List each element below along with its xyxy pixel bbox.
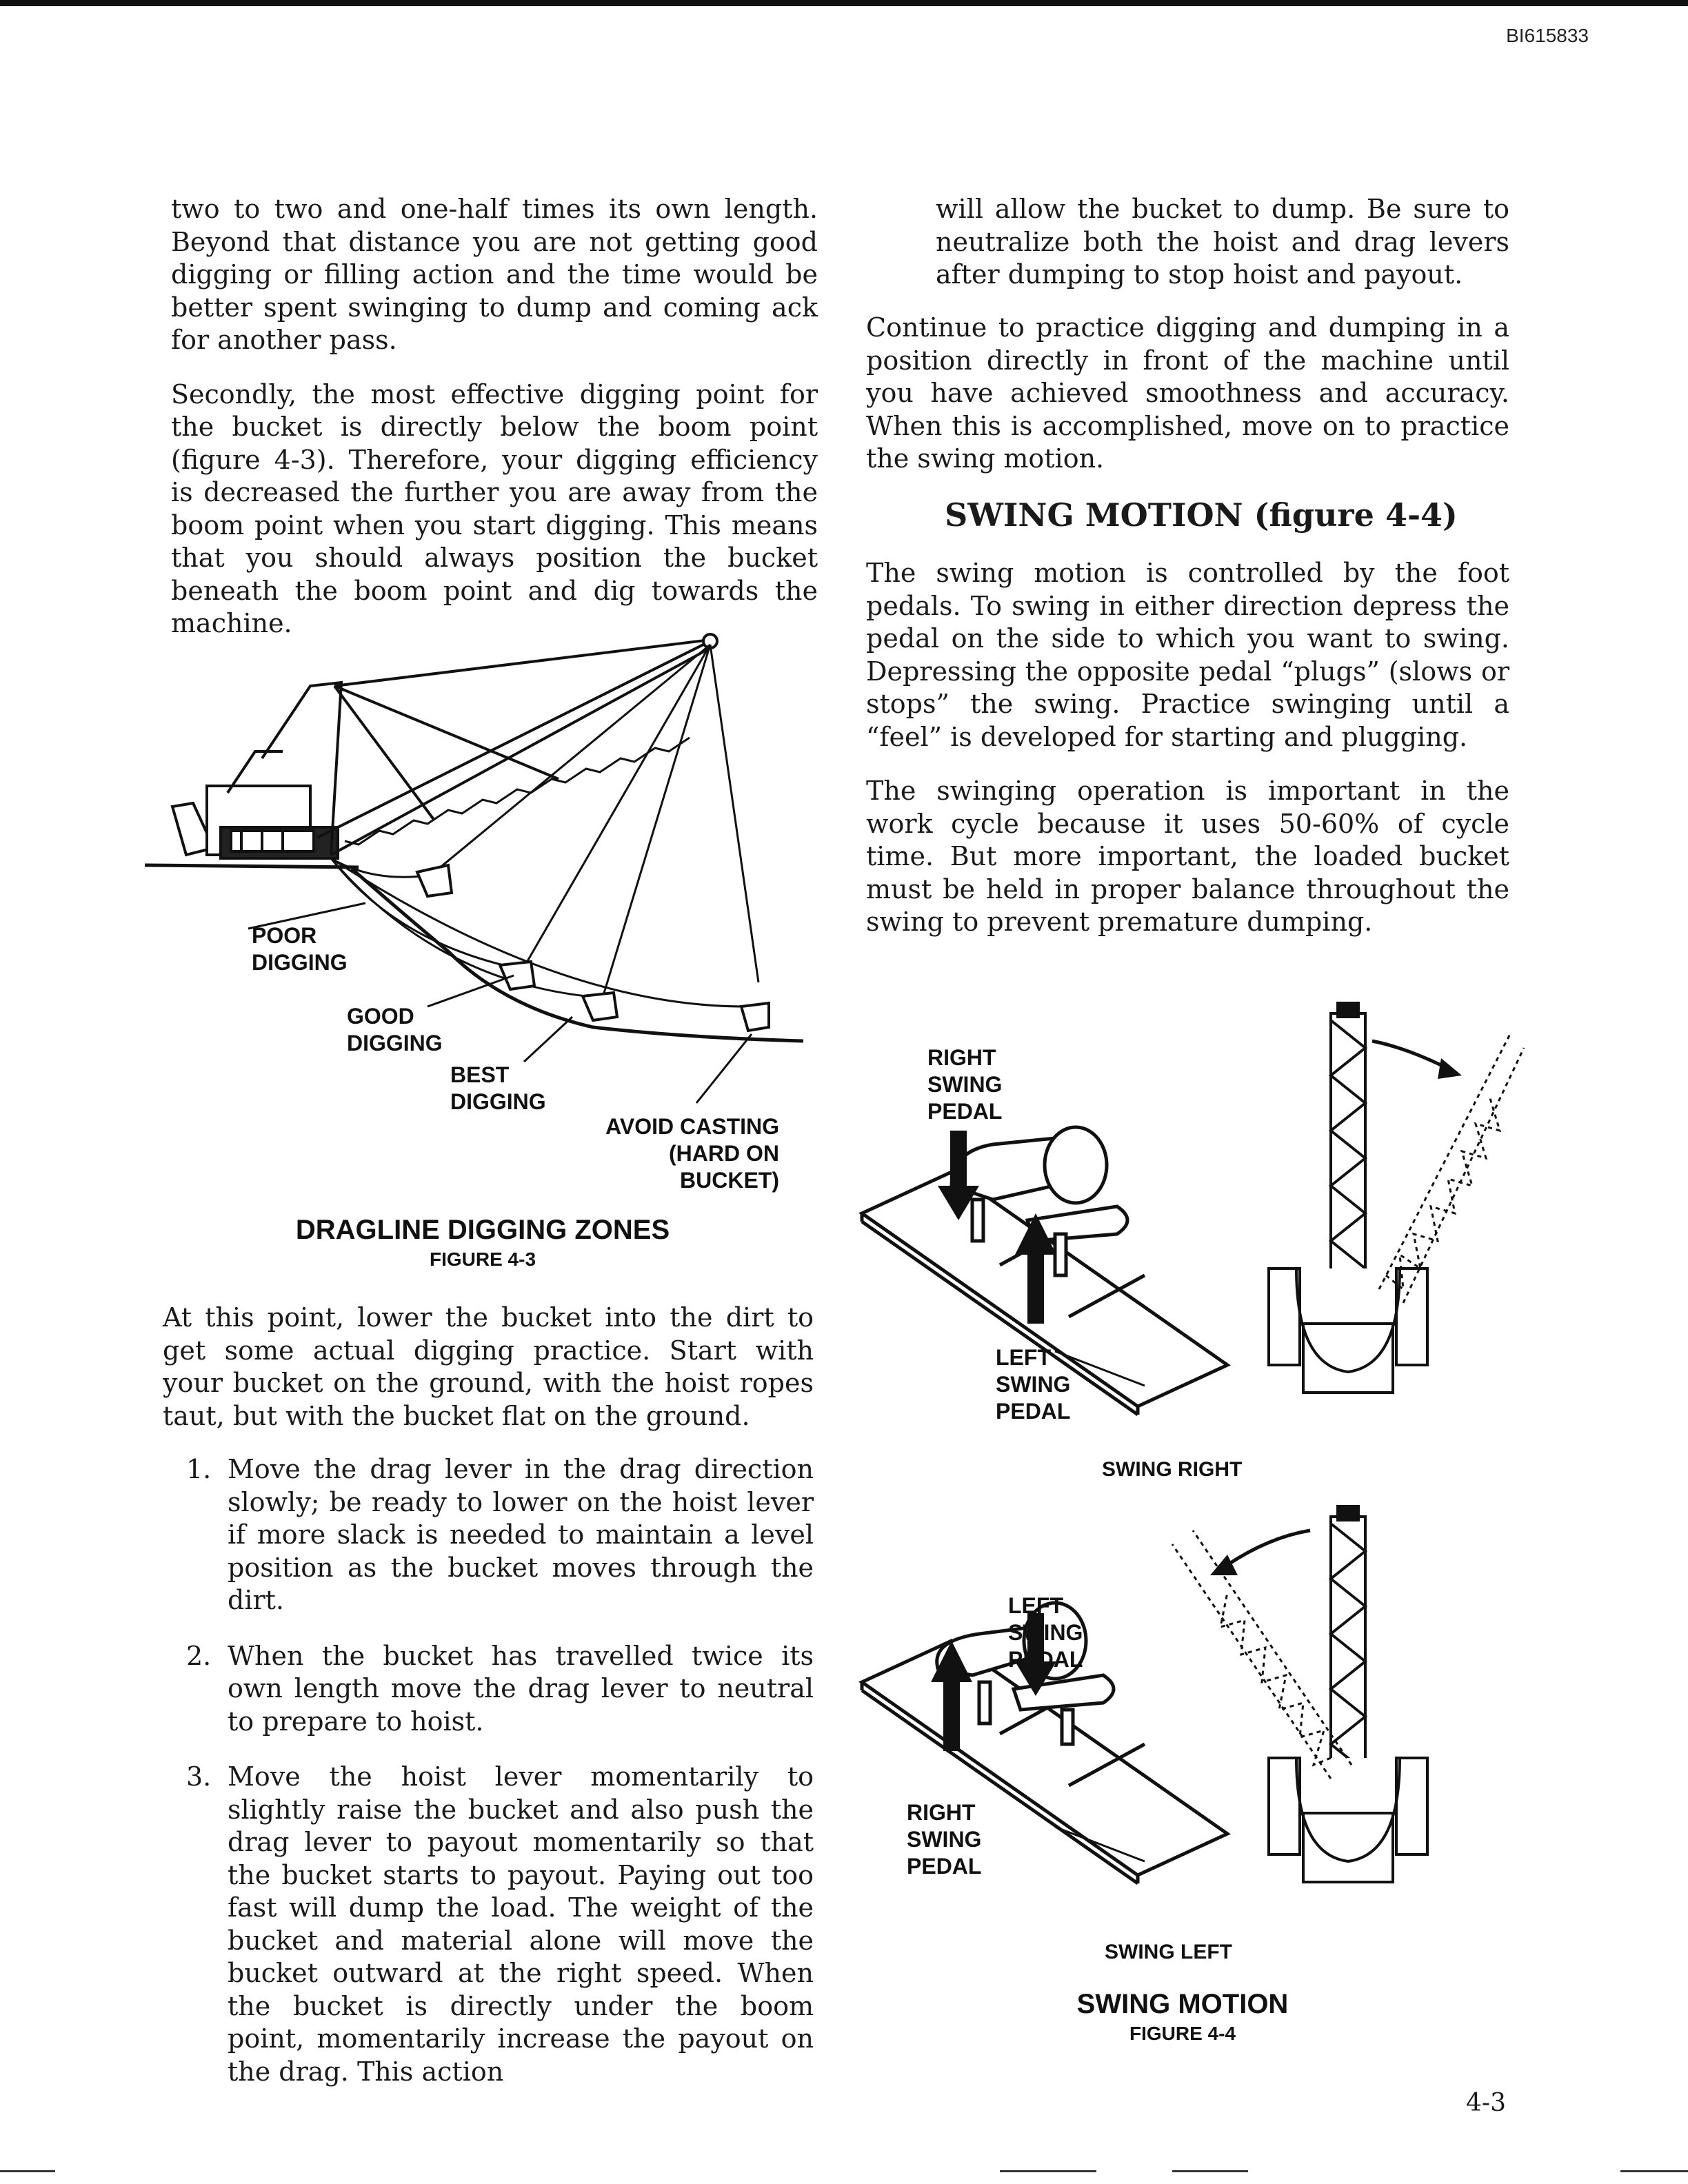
left-column-top [171, 193, 818, 640]
swing-left-caption: SWING LEFT [1105, 1941, 1232, 1963]
best-digging-label: BEST DIGGING [450, 1062, 546, 1114]
list-item: 2. When the bucket has travelled twice its own length move the drag lever to neutral to prepare to hoist. [186, 1640, 814, 1737]
poor-digging-label: POOR DIGGING [252, 923, 348, 975]
steps-list [159, 1453, 814, 2111]
crane-boom [1269, 1003, 1427, 1393]
swung-boom-ghost [1172, 1530, 1352, 1779]
swing-arrow-right [1372, 1041, 1462, 1079]
paragraph: The swing motion is controlled by the foot pedals. To swing in either direction depress the pedal on the side to which you want to swing. Depressing the opposite pedal “plugs” (slows or stops” the swing. Practice swinging until a “feel” is developed for starting and plugging. [866, 558, 1509, 752]
right-column-text [866, 312, 1509, 476]
list-item: 1. Move the drag lever in the drag direction slowly; be ready to lower on the hoist lever if more slack is needed to maintain a level position as the bucket moves through the dirt. [186, 1454, 814, 1615]
right-column-continuation [936, 193, 1509, 292]
left-column-bottom [163, 1302, 814, 1433]
ground-line [145, 865, 359, 867]
paragraph: At this point, lower the bucket into the dirt to get some actual digging practice. Start with your bucket on the ground, with the hoist ropes taut, but with the bucket flat on the ground. [163, 1302, 814, 1431]
figure-4-4-caption [1034, 1989, 1331, 2045]
bottom-rule [1620, 2170, 1688, 2172]
right-column-text-2 [866, 557, 1509, 939]
swing-arrow-left [1210, 1530, 1310, 1575]
bottom-rule [0, 2170, 55, 2172]
figure-4-3-caption [207, 1215, 758, 1271]
good-digging-label: GOOD DIGGING [347, 1004, 443, 1055]
crane-boom [1269, 1506, 1427, 1882]
bottom-rule [1000, 2170, 1096, 2172]
dragline-machine [172, 682, 341, 858]
avoid-casting-label: AVOID CASTING (HARD ON BUCKET) [605, 1114, 779, 1193]
left-swing-pedal-label-bottom: LEFT SWING PEDAL [1008, 1593, 1083, 1672]
paragraph: The swinging operation is important in the work cycle because it uses 50-60% of cycle time. But more important, the loaded bucket must be held in proper balance throughout the swing to prevent premature dumping. [866, 776, 1509, 937]
figure-caption-title: DRAGLINE DIGGING ZONES [295, 1215, 670, 1245]
bottom-rule [1172, 2170, 1248, 2172]
paragraph: two to two and one-half times its own length. Beyond that distance you are not getting good digging or filling action and the time would be better spent swinging to dump and coming ack for another pass. [171, 194, 818, 355]
section-heading: SWING MOTION (figure 4-4) [945, 496, 1458, 534]
left-swing-pedal-label-top: LEFT SWING PEDAL [996, 1345, 1071, 1424]
figure-caption-number: FIGURE 4-3 [429, 1248, 536, 1270]
paragraph: Secondly, the most effective digging point for the bucket is directly below the boom point (figure 4-3). Therefore, your digging efficiency is decreased the further you are away from the boom point when you start digging. This means that you should always position the bucket beneath the boom point and dig towards the machine. [171, 378, 818, 638]
paragraph: will allow the bucket to dump. Be sure to neutralize both the hoist and drag levers after dumping to stop hoist and payout. [936, 194, 1509, 290]
document-id: BI615833 [1506, 25, 1589, 46]
page-number: 4-3 [1466, 2089, 1506, 2117]
ropes [331, 645, 758, 1007]
figure-caption-title: SWING MOTION [1076, 1989, 1289, 2019]
figure-caption-number: FIGURE 4-4 [1129, 2023, 1236, 2044]
right-swing-pedal-label-top: RIGHT SWING PEDAL [927, 1045, 1003, 1124]
paragraph: Continue to practice digging and dumping in a position directly in front of the machine until you have achieved smoothness and accuracy. When this is accomplished, move on to practice the swing motion. [866, 312, 1509, 474]
right-swing-pedal-label-bottom: RIGHT SWING PEDAL [907, 1800, 982, 1879]
swing-right-caption: SWING RIGHT [1102, 1458, 1243, 1481]
top-rule [0, 0, 1688, 6]
list-item: 3. Move the hoist lever momentarily to slightly raise the bucket and also push the drag lever to payout momentarily so that the bucket starts to payout. Paying out too fast will dump the load. The weight of the bucket and material alone will move the bucket outward at the right speed. When the bucket is directly under the boom point, momentarily increase the payout on the drag. This action [186, 1761, 814, 2087]
